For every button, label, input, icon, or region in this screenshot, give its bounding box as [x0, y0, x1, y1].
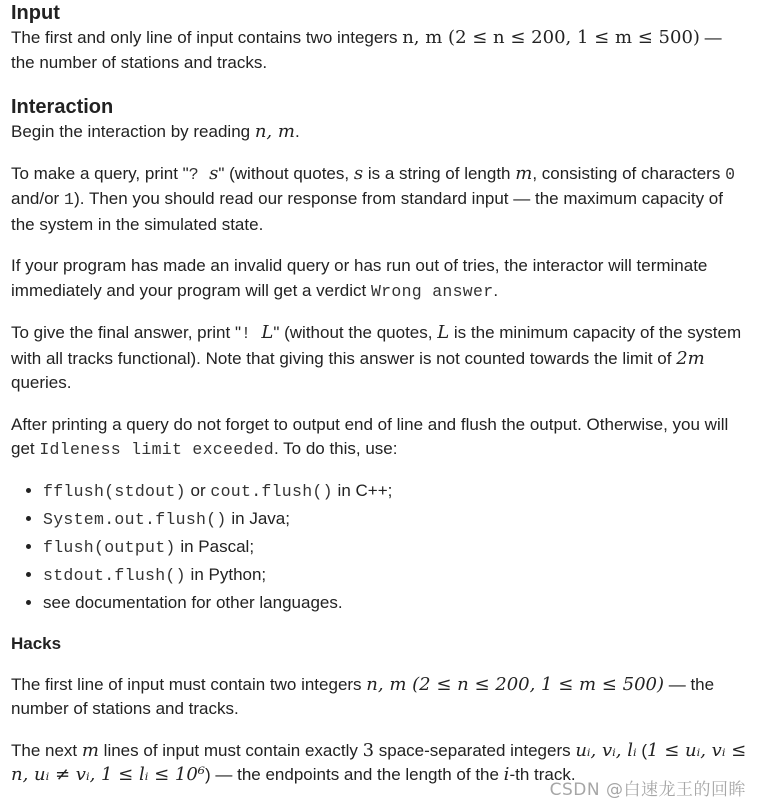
- verdict-idleness: Idleness limit exceeded: [39, 440, 274, 459]
- csdn-watermark: CSDN @白速龙王的回眸: [549, 779, 746, 800]
- interaction-section: [11, 94, 748, 616]
- interaction-p1: Begin the interaction by reading n, m.: [11, 121, 300, 142]
- interaction-p3: If your program has made an invalid query or has run out of tries, the interactor will terminate immediately and your program will get a verdict Wrong answer.: [11, 256, 708, 301]
- list-item: • fflush(stdout) or cout.flush() in C++;: [43, 477, 748, 505]
- list-item: • stdout.flush() in Python;: [43, 561, 748, 589]
- list-item: • see documentation for other languages.: [43, 589, 748, 616]
- math-n-m: n, m: [254, 121, 295, 142]
- verdict-wrong-answer: Wrong answer: [370, 281, 494, 301]
- list-item: • flush(output) in Pascal;: [43, 533, 748, 561]
- list-item: • System.out.flush() in Java;: [43, 505, 748, 533]
- math-n-m-constraints: n, m (2 ≤ n ≤ 200, 1 ≤ m ≤ 500): [402, 27, 700, 48]
- hacks-section: [11, 632, 748, 788]
- hacks-heading: Hacks: [11, 633, 62, 653]
- interaction-p2: To make a query, print "? s" (without quotes, s is a string of length m, consisting of characters 0 and/or 1). Then you should read our response from standard input — the maximum capacity of the system in the simulated state.: [11, 162, 736, 234]
- interaction-p4: To give the final answer, print "! L" (without the quotes, L is the minimum capacity of the system with all tracks functional). Note that giving this answer is not counted towards the limit of 2m queries.: [11, 322, 742, 392]
- input-heading: Input: [11, 2, 60, 24]
- interaction-heading: Interaction: [11, 96, 114, 118]
- input-section: [11, 0, 748, 75]
- flush-methods-list: [11, 477, 748, 616]
- input-description: The first and only line of input contains two integers n, m (2 ≤ n ≤ 200, 1 ≤ m ≤ 500) — the number of stations and tracks.: [11, 27, 722, 72]
- interaction-p5: After printing a query do not forget to output end of line and flush the output. Otherwise, you will get Idleness limit exceeded. To do this, use:: [11, 414, 729, 459]
- hacks-p1: The first line of input must contain two integers n, m (2 ≤ n ≤ 200, 1 ≤ m ≤ 500) — the number of stations and tracks.: [11, 673, 715, 718]
- hacks-p2: The next m lines of input must contain exactly 3 space-separated integers uᵢ, vᵢ, lᵢ (1 ≤ uᵢ, vᵢ ≤ n, uᵢ ≠ vᵢ, 1 ≤ lᵢ ≤ 10⁶) — the endpoints and the length of the i-th track.: [11, 739, 747, 785]
